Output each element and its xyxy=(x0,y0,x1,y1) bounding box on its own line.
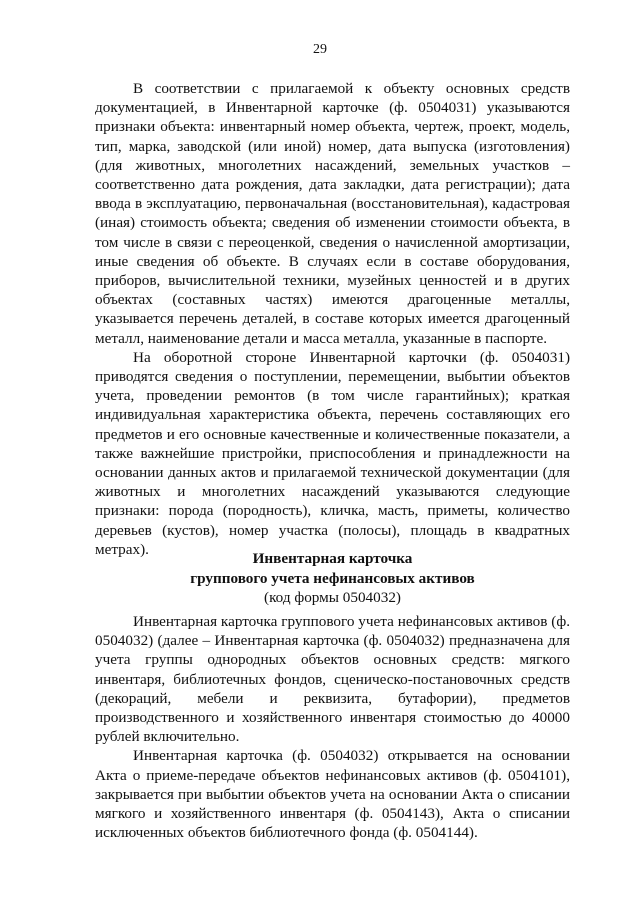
section-top xyxy=(95,79,570,559)
heading-line-1: Инвентарная карточка xyxy=(252,550,413,567)
heading-line-2: группового учета нефинансовых активов xyxy=(190,569,475,587)
paragraph-card-reverse-side: На оборотной стороне Инвентарной карточки (ф. 0504031) приводятся сведения о поступлении, перемещении, выбытии объектов учета, проведении ремонтов (в том числе гарантийных); краткая индивидуальная характеристика объекта, перечень составляющих его предметов и его основные качественные и количественные показатели, а также важнейшие пристройки, приспособления и принадлежности на основании данных актов и прилагаемой технической документации (для животных и многолетних насаждений указываются следующие признаки: порода (породность), кличка, масть, приметы, количество деревьев (кустов), номер участка (полосы), площадь в квадратных метрах). xyxy=(95,348,570,558)
form-code: (код формы 0504032) xyxy=(264,589,401,606)
section-heading xyxy=(95,549,570,608)
section-bottom xyxy=(95,612,570,842)
page-number: 29 xyxy=(313,42,327,57)
paragraph-inventory-card-attributes: В соответствии с прилагаемой к объекту основных средств документацией, в Инвентарной карточке (ф. 0504031) указываются признаки объекта: инвентарный номер объекта, чертеж, проект, модель, тип, марка, заводской (или иной) номер, дата выпуска (изготовления) (для животных, многолетних насаждений, земельных участков – соответственно дата рождения, дата закладки, дата регистрации); дата ввода в эксплуатацию, первоначальная (восстановительная), кадастровая (иная) стоимость объекта; сведения об изменении стоимости объекта, в том числе в связи с переоценкой, сведения о начисленной амортизации, иные сведения об объекте. В случаях если в составе оборудования, приборов, вычислительной техники, музейных ценностей и в других объектах (составных частях) имеются драгоценные металлы, указывается перечень деталей, в составе которых имеется драгоценный металл, наименование детали и масса металла, указанные в паспорте. xyxy=(95,80,570,347)
paragraph-group-card-opening: Инвентарная карточка (ф. 0504032) открывается на основании Акта о приеме-передаче объектов нефинансовых активов (ф. 0504101), закрывается при выбытии объектов учета на основании Акта о списании мягкого и хозяйственного инвентаря (ф. 0504143), Акта о списании исключенных объектов библиотечного фонда (ф. 0504144). xyxy=(95,747,570,842)
paragraph-group-card-purpose: Инвентарная карточка группового учета нефинансовых активов (ф. 0504032) (далее – Инвентарная карточка (ф. 0504032) предназначена для учета группы однородных объектов основных средств: мягкого инвентаря, библиотечных фондов, сценическо-постановочных средств (декораций, мебели и реквизита, бутафории), предметов производственного и хозяйственного инвентаря стоимостью до 40000 рублей включительно. xyxy=(95,613,570,746)
